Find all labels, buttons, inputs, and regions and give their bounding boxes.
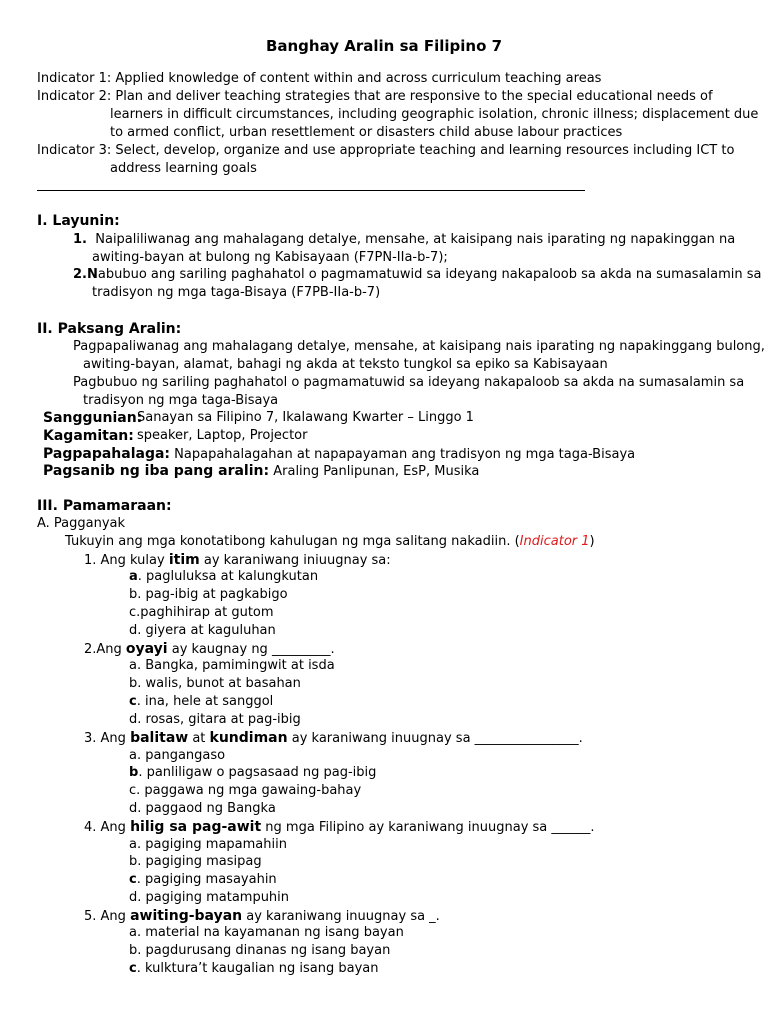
q5-choice-c-letter: c — [129, 961, 137, 976]
q1-choice-a — [129, 568, 318, 586]
q5-choice-c — [129, 960, 379, 978]
q2-choice-c-letter: c — [129, 694, 137, 709]
indicator-3 — [37, 142, 734, 160]
question-3-mid: at — [188, 731, 210, 746]
q2-choice-d: d. rosas, gitara at pag-ibig — [129, 712, 301, 727]
question-1-keyword: itim — [168, 552, 200, 568]
q1-choice-a-letter: a — [129, 569, 138, 584]
q3-choice-b-letter: b — [129, 765, 139, 780]
paksa-heading: II. Paksang Aralin: — [37, 321, 182, 337]
question-4 — [84, 818, 595, 837]
sanggunian-row — [43, 409, 142, 428]
pagsanib-row — [43, 462, 479, 481]
question-1-pre: 1. Ang kulay — [84, 553, 169, 568]
q4-choice-c-text: . pagiging masayahin — [136, 872, 277, 887]
kagamitan-value: speaker, Laptop, Projector — [137, 428, 308, 443]
question-2-keyword: oyayi — [125, 641, 168, 657]
question-1-post: ay karaniwang iniuugnay sa: — [199, 553, 391, 568]
paksa-2-line-1: Pagbubuo ng sariling paghahatol o pagmamatuwid sa ideyang nakapaloob sa akda na sumasalamin sa — [73, 375, 745, 390]
question-4-post: ng mga Filipino ay karaniwang inuugnay sa ______. — [261, 820, 595, 835]
indicator-2-line-2: learners in difficult circumstances, including geographic isolation, chronic illness; displacement due — [110, 107, 759, 122]
indicator-1-label: Indicator 1: — [37, 71, 112, 86]
question-2-post: ay kaugnay ng _________. — [167, 642, 335, 657]
pagpapahalaga-value: Napapahalagahan at napapayaman ang tradisyon ng mga taga-Bisaya — [174, 447, 636, 462]
question-5-post: ay karaniwang inuugnay sa _. — [242, 909, 440, 924]
q1-choice-c: c.paghihirap at gutom — [129, 605, 274, 620]
pamamaraan-heading: III. Pamamaraan: — [37, 498, 172, 514]
q3-choice-d: d. paggaod ng Bangka — [129, 801, 276, 816]
divider-line — [37, 190, 585, 191]
q4-choice-c-letter: c — [129, 872, 137, 887]
q4-choice-d: d. pagiging matampuhin — [129, 890, 290, 905]
q1-choice-b: b. pag-ibig at pagkabigo — [129, 587, 288, 602]
question-5-keyword: awiting-bayan — [130, 908, 243, 924]
indicator-2-label: Indicator 2: — [37, 89, 112, 104]
objective-2-number: 2.N — [73, 267, 98, 282]
indicator-2-line-1: Plan and deliver teaching strategies that are responsive to the special educational needs of — [115, 89, 713, 104]
q2-choice-b: b. walis, bunot at basahan — [129, 676, 301, 691]
q3-choice-a: a. pangangaso — [129, 748, 226, 763]
question-3-keyword-2: kundiman — [209, 730, 288, 746]
instruction-close: ) — [589, 534, 595, 549]
q3-choice-b — [129, 764, 376, 782]
indicator-2-line-3: to armed conflict, urban resettlement or disasters child abuse labour practices — [110, 125, 623, 140]
question-4-pre: 4. Ang — [84, 820, 131, 835]
q4-choice-c — [129, 871, 277, 889]
indicator-1-text: Applied knowledge of content within and across curriculum teaching areas — [115, 71, 602, 86]
sanggunian-value: Sanayan sa Filipino 7, Ikalawang Kwarter – Linggo 1 — [137, 410, 474, 425]
objective-1-line-2: awiting-bayan at bulong ng Kabisayaan (F7PN-IIa-b-7); — [92, 250, 448, 265]
objective-2 — [73, 266, 762, 284]
indicator-3-line-2: address learning goals — [110, 161, 257, 176]
indicator-2 — [37, 88, 713, 106]
objective-2-line-1: abubuo ang sariling paghahatol o pagmamatuwid sa ideyang nakapaloob sa akda na sumasalamin sa — [97, 267, 762, 282]
q5-choice-b: b. pagdurusang dinanas ng isang bayan — [129, 943, 391, 958]
kagamitan-label: Kagamitan: — [43, 428, 134, 444]
paksa-1-line-1: Pagpapaliwanag ang mahalagang detalye, mensahe, at kaisipang nais iparating ng napakinggang bulong, — [73, 339, 765, 354]
pagganyak-subheading: A. Pagganyak — [37, 516, 126, 531]
q5-choice-c-text: . kulktura’t kaugalian ng isang bayan — [136, 961, 379, 976]
q5-choice-a: a. material na kayamanan ng isang bayan — [129, 925, 404, 940]
layunin-heading: I. Layunin: — [37, 213, 120, 229]
q1-choice-a-text: . pagluluksa at kalungkutan — [137, 569, 319, 584]
question-3-post: ay karaniwang inuugnay sa ________________. — [287, 731, 583, 746]
q2-choice-c — [129, 693, 273, 711]
objective-1-number: 1. — [73, 232, 87, 247]
pagpapahalaga-label: Pagpapahalaga: — [43, 446, 171, 462]
pagsanib-value: Araling Panlipunan, EsP, Musika — [273, 464, 480, 479]
question-3 — [84, 729, 583, 748]
indicator-tag: Indicator 1 — [519, 534, 590, 549]
objective-2-line-2: tradisyon ng mga taga-Bisaya (F7PB-IIa-b-7) — [92, 285, 381, 300]
q2-choice-a: a. Bangka, pamimingwit at isda — [129, 658, 335, 673]
sanggunian-label: Sanggunian: — [43, 410, 143, 426]
objective-1 — [73, 231, 735, 249]
pagsanib-label: Pagsanib ng iba pang aralin: — [43, 463, 270, 479]
objective-1-line-1: Naipaliliwanag ang mahalagang detalye, mensahe, at kaisipang nais iparating ng napakinggan na — [95, 232, 736, 247]
question-4-keyword: hilig sa pag-awit — [130, 819, 262, 835]
indicator-1 — [37, 70, 601, 88]
q4-choice-b: b. pagiging masipag — [129, 854, 262, 869]
question-2-pre: 2.Ang — [84, 642, 126, 657]
q1-choice-d: d. giyera at kaguluhan — [129, 623, 276, 638]
question-3-keyword-1: balitaw — [130, 730, 189, 746]
question-5-pre: 5. Ang — [84, 909, 131, 924]
document-title: Banghay Aralin sa Filipino 7 — [265, 37, 503, 55]
pagganyak-instruction — [65, 533, 595, 551]
q2-choice-c-text: . ina, hele at sanggol — [136, 694, 274, 709]
paksa-1-line-2: awiting-bayan, alamat, bahagi ng akda at teksto tungkol sa epiko sa Kabisayaan — [83, 357, 608, 372]
q3-choice-b-text: . panliligaw o pagsasaad ng pag-ibig — [138, 765, 377, 780]
paksa-2-line-2: tradisyon ng mga taga-Bisaya — [83, 393, 279, 408]
q3-choice-c: c. paggawa ng mga gawaing-bahay — [129, 783, 362, 798]
instruction-text: Tukuyin ang mga konotatibong kahulugan ng mga salitang nakadiin. ( — [65, 534, 520, 549]
question-3-pre: 3. Ang — [84, 731, 131, 746]
indicator-3-label: Indicator 3: — [37, 143, 112, 158]
indicator-3-line-1: Select, develop, organize and use appropriate teaching and learning resources including ICT to — [115, 143, 735, 158]
q4-choice-a: a. pagiging mapamahiin — [129, 837, 287, 852]
